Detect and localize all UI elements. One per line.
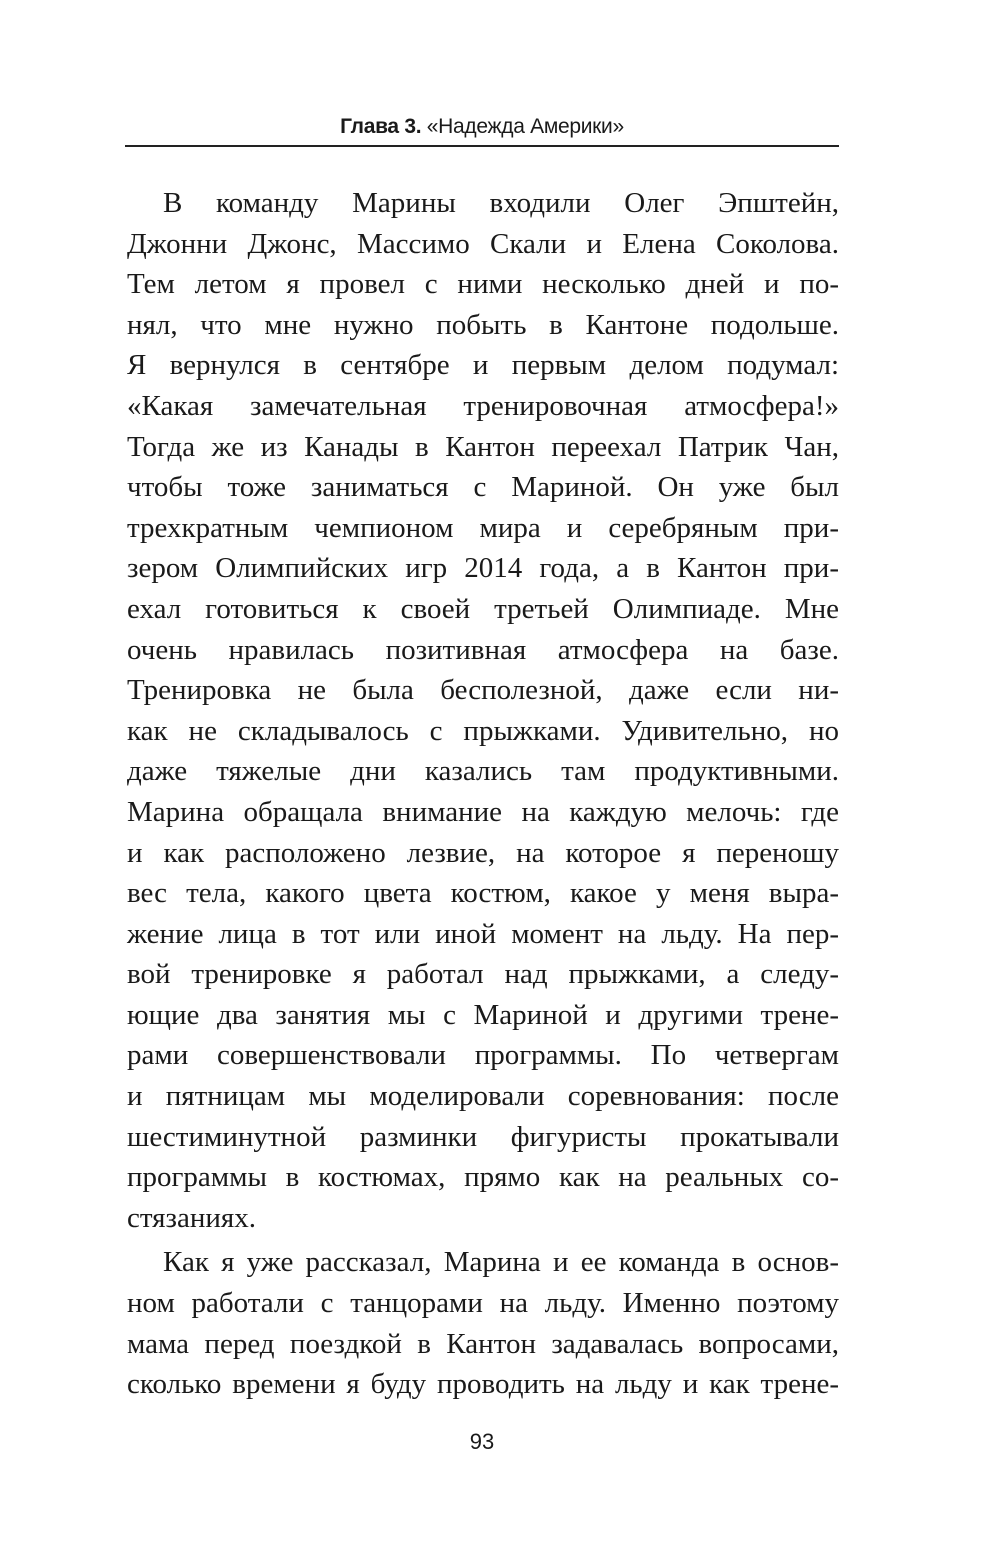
text-line: даже тяжелые дни казались там продуктивными. [127,755,839,788]
text-line: Как я уже рассказал, Марина и ее команда в основ- [163,1246,839,1279]
paragraph [127,183,839,1238]
text-line: зером Олимпийских игр 2014 года, а в Кантон при- [127,552,839,585]
text-line: рами совершенствовали программы. По четвергам [127,1039,839,1072]
text-line: чтобы тоже заниматься с Мариной. Он уже был [127,471,839,504]
paragraph [127,1242,839,1404]
text-line: трехкратным чемпионом мира и серебряным при- [127,511,839,544]
text-line: Тренировка не была бесполезной, даже если ни- [127,674,839,707]
text-line: Я вернулся в сентябре и первым делом подумал: [127,349,839,382]
text-line: Марина обращала внимание на каждую мелочь: где [127,795,839,828]
text-line: Тогда же из Канады в Кантон переехал Патрик Чан, [127,430,839,463]
header-rule [125,145,839,147]
chapter-label: Глава 3. [340,115,422,138]
text-line: очень нравилась позитивная атмосфера на базе. [127,633,839,666]
text-line: «Какая замечательная тренировочная атмосфера!» [127,389,839,422]
text-line: ехал готовиться к своей третьей Олимпиаде. Мне [127,592,839,625]
text-line: вой тренировке я работал над прыжками, а следу- [127,958,839,991]
text-line: программы в костюмах, прямо как на реальных со- [127,1161,839,1194]
text-line: как не складывалось с прыжками. Удивительно, но [127,714,839,747]
text-line: сколько времени я буду проводить на льду и как трене- [127,1368,839,1401]
text-line: шестиминутной разминки фигуристы прокатывали [127,1120,839,1153]
text-line: ющие два занятия мы с Мариной и другими трене- [127,998,839,1031]
text-line: Джонни Джонс, Массимо Скали и Елена Соколова. [127,227,839,260]
text-line: нял, что мне нужно побыть в Кантоне подольше. [127,308,839,341]
text-line: и как расположено лезвие, на которое я переношу [127,836,839,869]
text-line: В команду Марины входили Олег Эпштейн, [163,187,839,219]
text-line: вес тела, какого цвета костюм, какое у меня выра- [127,877,839,910]
page-number: 93 [469,1429,495,1454]
text-line: стязаниях. [127,1201,256,1234]
body-text [127,183,839,1405]
running-header [125,112,839,142]
text-line: жение лица в тот или иной момент на льду. На пер- [127,917,839,950]
text-line: ном работали с танцорами на льду. Именно поэтому [127,1287,839,1320]
text-line: и пятницам мы моделировали соревнования: после [127,1080,839,1113]
chapter-title: «Надежда Америки» [426,115,624,138]
text-line: мама перед поездкой в Кантон задавалась вопросами, [127,1327,839,1360]
text-line: Тем летом я провел с ними несколько дней и по- [127,268,839,301]
